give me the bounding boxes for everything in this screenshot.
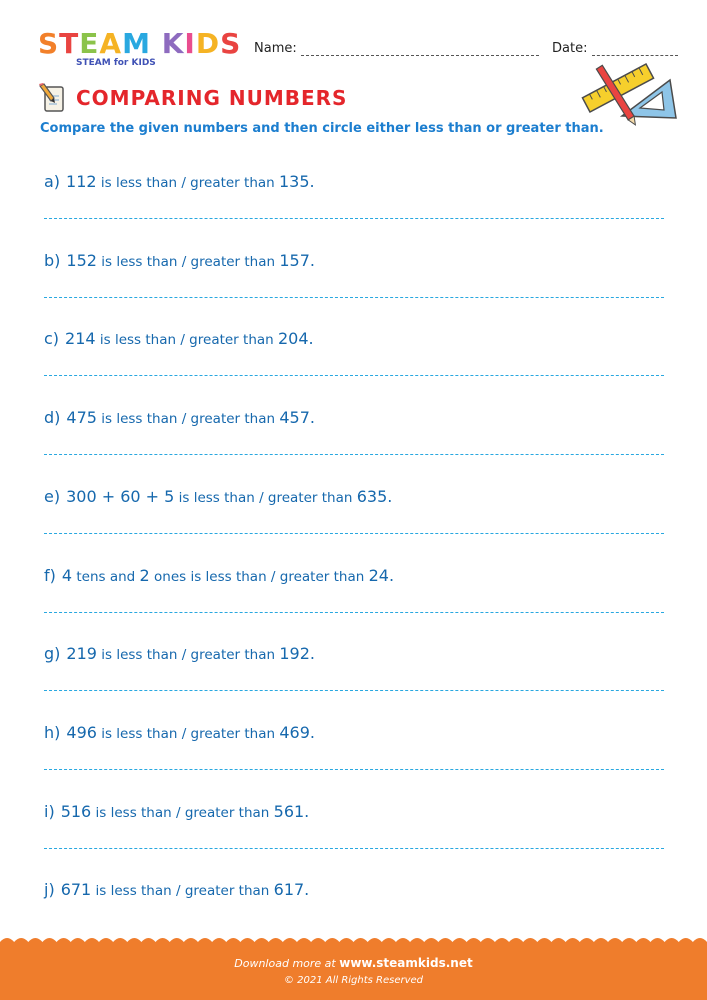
question-text: is less than / greater than <box>96 725 280 742</box>
question-label: j) <box>44 880 55 900</box>
question-item <box>44 487 392 506</box>
answer-line[interactable] <box>44 612 664 613</box>
download-text: Download more at <box>234 957 340 970</box>
logo-tagline: STEAM for KIDS <box>76 58 156 68</box>
question-number: 617. <box>273 880 310 900</box>
date-label: Date: <box>552 41 588 56</box>
question-text: is less than / greater than <box>96 253 280 270</box>
question-number: 152 <box>66 250 97 270</box>
question-number: 561. <box>273 801 310 821</box>
question-item <box>44 802 309 821</box>
question-label: i) <box>44 801 55 821</box>
question-text: is less than / greater than <box>96 647 280 664</box>
footer <box>0 942 707 1000</box>
answer-line[interactable] <box>44 848 664 849</box>
name-line[interactable] <box>301 45 539 56</box>
question-number: 496 <box>66 722 97 742</box>
question-text: ones is less than / greater than <box>149 568 369 585</box>
name-label: Name: <box>254 41 297 56</box>
question-number: 135. <box>279 172 315 191</box>
worksheet-title: COMPARING NUMBERS <box>76 86 348 110</box>
question-number: 2 <box>139 565 150 585</box>
question-label: d) <box>44 408 61 428</box>
question-item <box>44 329 314 348</box>
question-text: is less than / greater than <box>174 489 357 506</box>
question-number: 219 <box>66 644 97 664</box>
question-text: is less than / greater than <box>96 411 280 428</box>
scallop-edge <box>0 938 707 950</box>
question-label: c) <box>44 329 60 349</box>
question-number: 516 <box>60 801 92 821</box>
answer-line[interactable] <box>44 769 664 770</box>
question-number: 4 <box>61 565 73 585</box>
answer-line[interactable] <box>44 297 664 298</box>
question-label: f) <box>44 565 56 585</box>
instructions: Compare the given numbers and then circle either less than or greater than. <box>40 121 604 136</box>
steam-kids-logo <box>38 27 242 68</box>
question-item <box>44 880 309 899</box>
question-number: 475 <box>66 408 97 428</box>
question-text: is less than / greater than <box>91 883 274 900</box>
logo-letter: S <box>220 27 242 60</box>
question-number: 635. <box>356 486 393 506</box>
logo-letter: D <box>195 27 221 60</box>
question-text: is less than / greater than <box>91 804 274 821</box>
logo-letter: I <box>184 27 196 60</box>
site-link[interactable]: www.steamkids.net <box>339 956 473 970</box>
question-text: is less than / greater than <box>95 332 278 349</box>
question-text: tens and <box>72 568 140 585</box>
question-label: a) <box>44 172 61 191</box>
logo-letter: E <box>79 27 100 60</box>
question-item <box>44 408 315 427</box>
question-number: 204. <box>278 329 314 349</box>
question-label: b) <box>44 250 61 270</box>
question-label: e) <box>44 486 61 506</box>
logo-letter <box>151 30 162 58</box>
logo-letter: M <box>122 27 151 60</box>
question-item <box>44 644 315 663</box>
date-line[interactable] <box>592 45 678 56</box>
question-label: g) <box>44 644 61 664</box>
answer-line[interactable] <box>44 375 664 376</box>
question-label: h) <box>44 722 61 742</box>
ruler-triangle-icon <box>578 58 678 128</box>
question-number: 214 <box>65 329 96 349</box>
answer-line[interactable] <box>44 218 664 219</box>
question-item <box>44 723 315 742</box>
question-number: 457. <box>279 408 315 428</box>
question-number: 192. <box>279 644 315 664</box>
answer-line[interactable] <box>44 454 664 455</box>
logo-wordmark <box>38 27 242 60</box>
answer-line[interactable] <box>44 533 664 534</box>
download-line <box>0 956 707 970</box>
logo-letter: S <box>38 27 60 60</box>
logo-letter: K <box>161 27 185 60</box>
question-number: 469. <box>279 722 315 742</box>
question-number: 157. <box>279 250 315 270</box>
question-number: 24. <box>368 565 395 585</box>
question-item <box>44 172 315 191</box>
date-field[interactable] <box>552 41 678 56</box>
question-number: 671 <box>60 880 92 900</box>
answer-line[interactable] <box>44 690 664 691</box>
question-number: 112 <box>66 172 97 191</box>
title-row <box>36 82 347 114</box>
logo-letter: T <box>59 27 80 60</box>
question-item <box>44 566 394 585</box>
name-field[interactable] <box>254 41 539 56</box>
copyright: © 2021 All Rights Reserved <box>283 975 424 986</box>
logo-letter: A <box>99 27 123 60</box>
question-number: 300 + 60 + 5 <box>66 486 175 506</box>
question-item <box>44 251 315 270</box>
footer-scallop <box>0 934 707 950</box>
pencil-paper-icon <box>36 82 68 114</box>
question-text: is less than / greater than <box>96 175 279 191</box>
